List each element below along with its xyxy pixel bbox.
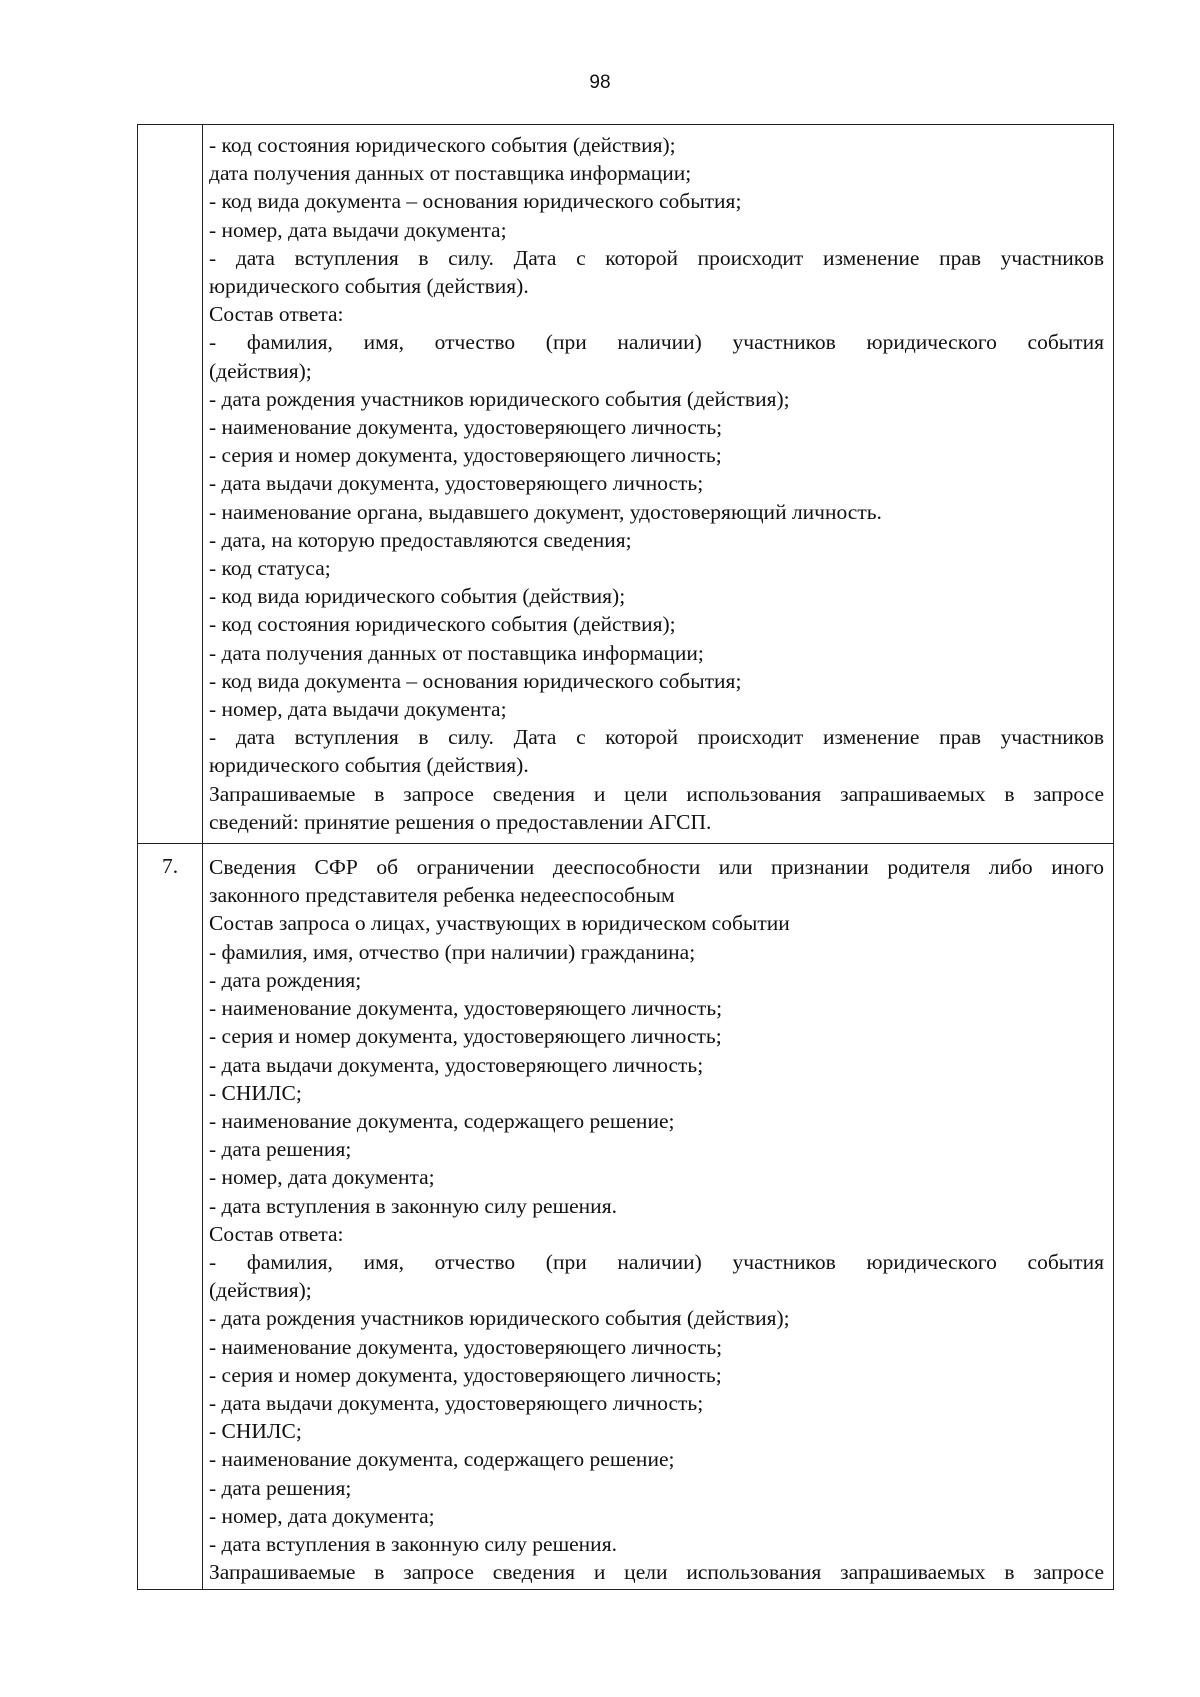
requirements-table	[137, 124, 1114, 1590]
text-line: - дата решения;	[209, 1475, 352, 1500]
text-line: Состав ответа:	[209, 1221, 344, 1246]
text-line: - наименование документа, удостоверяющего личность;	[209, 996, 723, 1021]
text-line: - фамилия, имя, отчество (при наличии) участников юридического события	[209, 330, 1104, 355]
text-line: - серия и номер документа, удостоверяющего личность;	[209, 1024, 722, 1049]
text-line: (действия);	[209, 358, 312, 383]
text-line: Сведения СФР об ограничении дееспособности или признании родителя либо иного	[209, 855, 1104, 880]
text-line: - дата вступления в законную силу решения.	[209, 1193, 617, 1218]
text-line: - дата вступления в законную силу решения.	[209, 1531, 617, 1556]
text-line: - номер, дата выдачи документа;	[209, 697, 507, 722]
table-row	[138, 844, 1114, 1590]
text-line: юридического события (действия).	[209, 753, 529, 778]
table-row	[138, 125, 1114, 844]
text-line: - СНИЛС;	[209, 1419, 302, 1444]
text-line: Состав ответа:	[209, 302, 344, 327]
text-line: - дата, на которую предоставляются сведения;	[209, 527, 632, 552]
text-line: - дата решения;	[209, 1137, 352, 1162]
row-number: 7.	[138, 844, 203, 1590]
text-line: - наименование документа, удостоверяющего личность;	[209, 415, 723, 440]
text-line: - наименование документа, содержащего решение;	[209, 1108, 675, 1133]
text-line: - серия и номер документа, удостоверяющего личность;	[209, 443, 722, 468]
text-line: - серия и номер документа, удостоверяющего личность;	[209, 1362, 722, 1387]
text-line: - код вида юридического события (действия);	[209, 584, 626, 609]
row-content	[203, 844, 1114, 1590]
text-line: (действия);	[209, 1278, 312, 1303]
text-line: законного представителя ребенка недееспособным	[209, 883, 675, 908]
text-line: Состав запроса о лицах, участвующих в юридическом событии	[209, 911, 790, 936]
text-line: - дата рождения участников юридического события (действия);	[209, 386, 790, 411]
text-line: Запрашиваемые в запросе сведения и цели использования запрашиваемых в запросе	[209, 781, 1104, 806]
text-line: - код состояния юридического события (действия);	[209, 133, 676, 157]
text-line: - номер, дата документа;	[209, 1165, 435, 1190]
text-line: - дата выдачи документа, удостоверяющего личность;	[209, 471, 704, 496]
row-content	[203, 125, 1114, 844]
text-line: - СНИЛС;	[209, 1080, 302, 1105]
page-number: 98	[589, 72, 611, 93]
row-number	[138, 125, 203, 844]
text-line: - код вида документа – основания юридического события;	[209, 668, 742, 693]
text-line: - дата выдачи документа, удостоверяющего личность;	[209, 1052, 704, 1077]
text-line: - код состояния юридического события (действия);	[209, 612, 676, 637]
text-line: Запрашиваемые в запросе сведения и цели использования запрашиваемых в запросе	[209, 1560, 1104, 1585]
text-line: - номер, дата выдачи документа;	[209, 217, 507, 242]
text-line: - фамилия, имя, отчество (при наличии) участников юридического события	[209, 1249, 1104, 1274]
text-line: - номер, дата документа;	[209, 1503, 435, 1528]
text-line: - код вида документа – основания юридического события;	[209, 189, 742, 214]
text-line: сведений: принятие решения о предоставлении АГСП.	[209, 809, 712, 834]
text-line: - код статуса;	[209, 556, 331, 581]
text-line: - дата выдачи документа, удостоверяющего личность;	[209, 1390, 704, 1415]
text-line: - фамилия, имя, отчество (при наличии) гражданина;	[209, 939, 696, 964]
text-line: юридического события (действия).	[209, 274, 529, 299]
text-line: - дата получения данных от поставщика информации;	[209, 640, 704, 665]
text-line: - наименование органа, выдавшего документ, удостоверяющий личность.	[209, 499, 882, 524]
text-line: - дата вступления в силу. Дата с которой происходит изменение прав участников	[209, 245, 1104, 270]
text-line: дата получения данных от поставщика информации;	[209, 161, 692, 186]
text-line: - наименование документа, содержащего решение;	[209, 1447, 675, 1472]
text-line: - дата рождения;	[209, 967, 362, 992]
text-line: - наименование документа, удостоверяющего личность;	[209, 1334, 723, 1359]
text-line: - дата рождения участников юридического события (действия);	[209, 1306, 790, 1331]
text-line: - дата вступления в силу. Дата с которой происходит изменение прав участников	[209, 725, 1104, 750]
